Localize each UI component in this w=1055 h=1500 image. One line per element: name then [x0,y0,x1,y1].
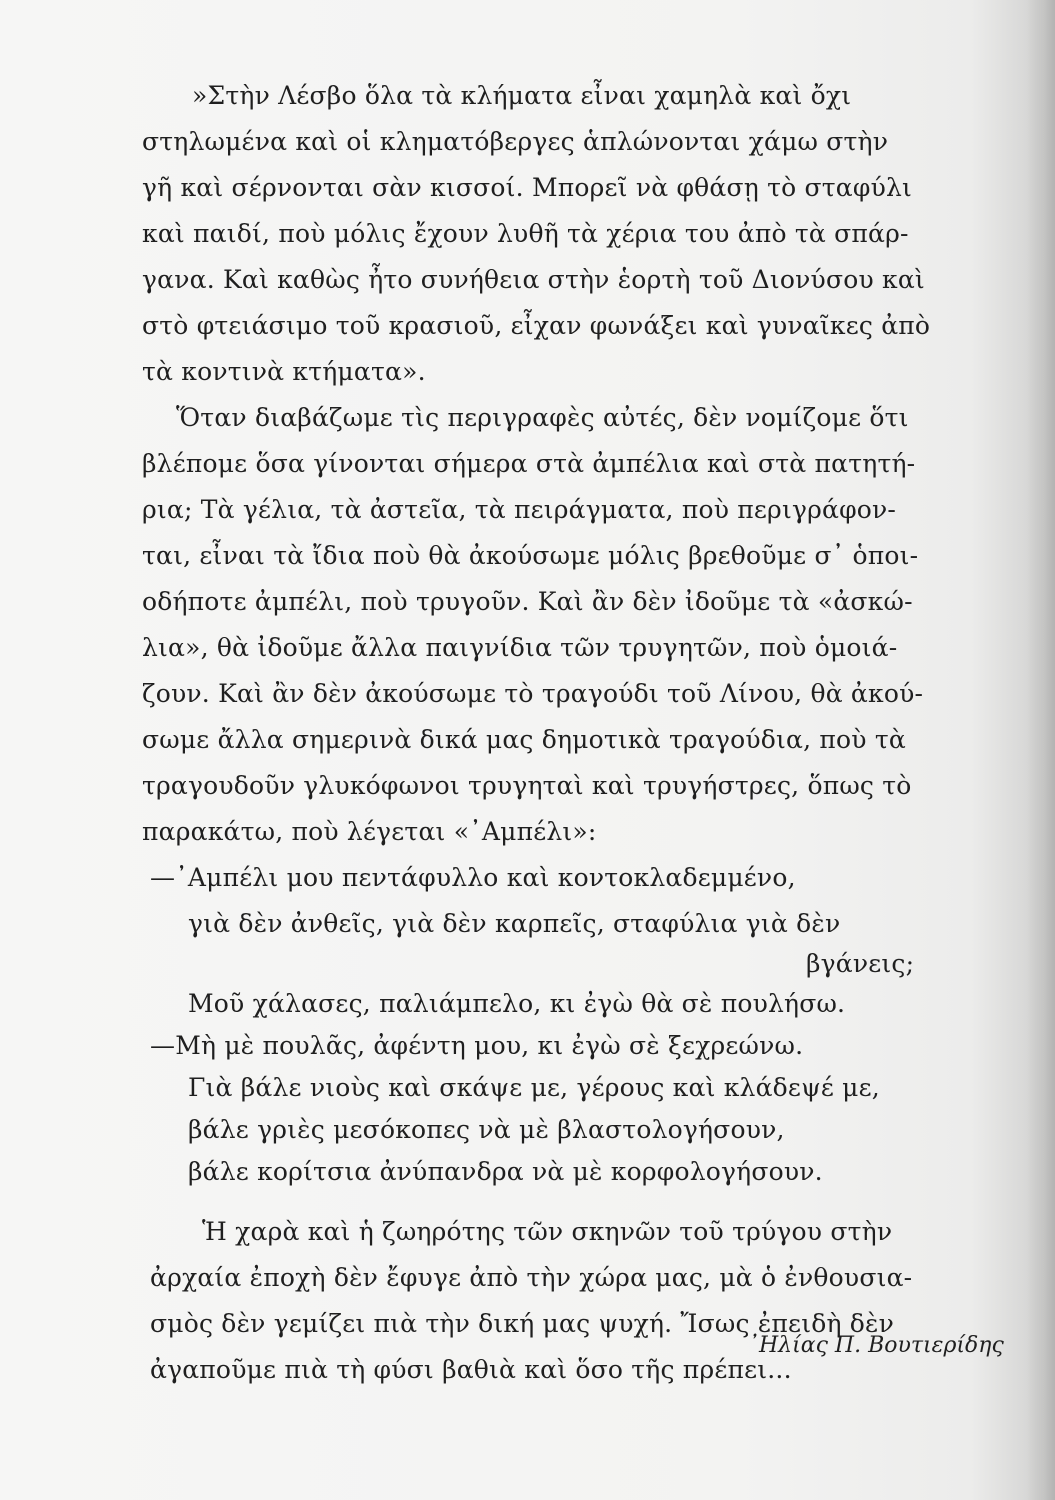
text-line: ται, εἶναι τὰ ἴδια ποὺ θὰ ἀκούσωμε μόλις βρεθοῦμε σ᾽ ὁποι- [142,541,919,570]
text-line: »Στὴν Λέσβο ὅλα τὰ κλήματα εἶναι χαμηλὰ καὶ ὄχι [192,81,852,110]
text-line: παρακάτω, ποὺ λέγεται «᾽Αμπέλι»: [142,817,597,846]
text-line: καὶ παιδί, ποὺ μόλις ἔχουν λυθῆ τὰ χέρια του ἀπὸ τὰ σπάρ- [142,219,909,248]
poem-line: Γιὰ βάλε νιοὺς καὶ σκάψε με, γέρους καὶ κλάδεψέ με, [188,1073,880,1102]
text-line: τὰ κοντινὰ κτήματα». [142,357,426,386]
text-line: σμὸς δὲν γεμίζει πιὰ τὴν δική μας ψυχή. Ἴσως ἐπειδὴ δὲν [150,1309,895,1338]
poem-line: βγάνεις; [806,949,915,978]
text-line: στὸ φτειάσιμο τοῦ κρασιοῦ, εἶχαν φωνάξει καὶ γυναῖκες ἀπὸ [142,311,931,340]
text-line: ζουν. Καὶ ἂν δὲν ἀκούσωμε τὸ τραγούδι τοῦ Λίνου, θὰ ἀκού- [142,679,924,708]
text-line: στηλωμένα καὶ οἱ κληματόβεργες ἁπλώνονται χάμω στὴν [142,127,889,156]
text-line: Ὅταν διαβάζωμε τὶς περιγραφὲς αὐτές, δὲν νομίζομε ὅτι [176,403,909,432]
poem-line: —᾽Αμπέλι μου πεντάφυλλο καὶ κοντοκλαδεμμένο, [150,863,796,892]
poem-line: γιὰ δὲν ἀνθεῖς, γιὰ δὲν καρπεῖς, σταφύλια γιὰ δὲν [188,909,841,938]
poem-line: βάλε κορίτσια ἀνύπανδρα νὰ μὲ κορφολογήσουν. [188,1157,823,1186]
poem-line: —Μὴ μὲ πουλᾶς, ἀφέντη μου, κι ἐγὼ σὲ ξεχρεώνω. [150,1031,804,1060]
text-line: βλέπομε ὅσα γίνονται σήμερα στὰ ἀμπέλια καὶ στὰ πατητή- [142,449,916,478]
text-line: λια», θὰ ἰδοῦμε ἄλλα παιγνίδια τῶν τρυγητῶν, ποὺ ὁμοιά- [142,633,898,662]
poem-line: Μοῦ χάλασες, παλιάμπελο, κι ἐγὼ θὰ σὲ πουλήσω. [188,989,846,1018]
author-signature: ᾽Ηλίας Π. Βουτιερίδης [748,1333,1004,1358]
text-line: γῆ καὶ σέρνονται σὰν κισσοί. Μπορεῖ νὰ φθάσῃ τὸ σταφύλι [142,173,913,202]
text-line: σωμε ἄλλα σημερινὰ δικά μας δημοτικὰ τραγούδια, ποὺ τὰ [142,725,906,754]
text-line: ἀγαποῦμε πιὰ τὴ φύσι βαθιὰ καὶ ὅσο τῆς πρέπει... [150,1355,792,1384]
text-line: ἀρχαία ἐποχὴ δὲν ἔφυγε ἀπὸ τὴν χώρα μας, μὰ ὁ ἐνθουσια- [150,1263,913,1292]
poem-line: βάλε γριὲς μεσόκοπες νὰ μὲ βλαστολογήσουν, [188,1115,785,1144]
text-line: τραγουδοῦν γλυκόφωνοι τρυγηταὶ καὶ τρυγήστρες, ὅπως τὸ [142,771,912,800]
text-line: Ἡ χαρὰ καὶ ἡ ζωηρότης τῶν σκηνῶν τοῦ τρύγου στὴν [202,1217,893,1246]
text-line: ρια; Τὰ γέλια, τὰ ἀστεῖα, τὰ πειράγματα, ποὺ περιγράφον- [142,495,897,524]
article-text [142,78,1022,1398]
text-line: οδήποτε ἀμπέλι, ποὺ τρυγοῦν. Καὶ ἂν δὲν ἰδοῦμε τὰ «ἀσκώ- [142,587,913,616]
text-line: γανα. Καὶ καθὼς ἦτο συνήθεια στὴν ἑορτὴ τοῦ Διονύσου καὶ [142,265,925,294]
page-edge-shadow [1027,0,1055,1500]
